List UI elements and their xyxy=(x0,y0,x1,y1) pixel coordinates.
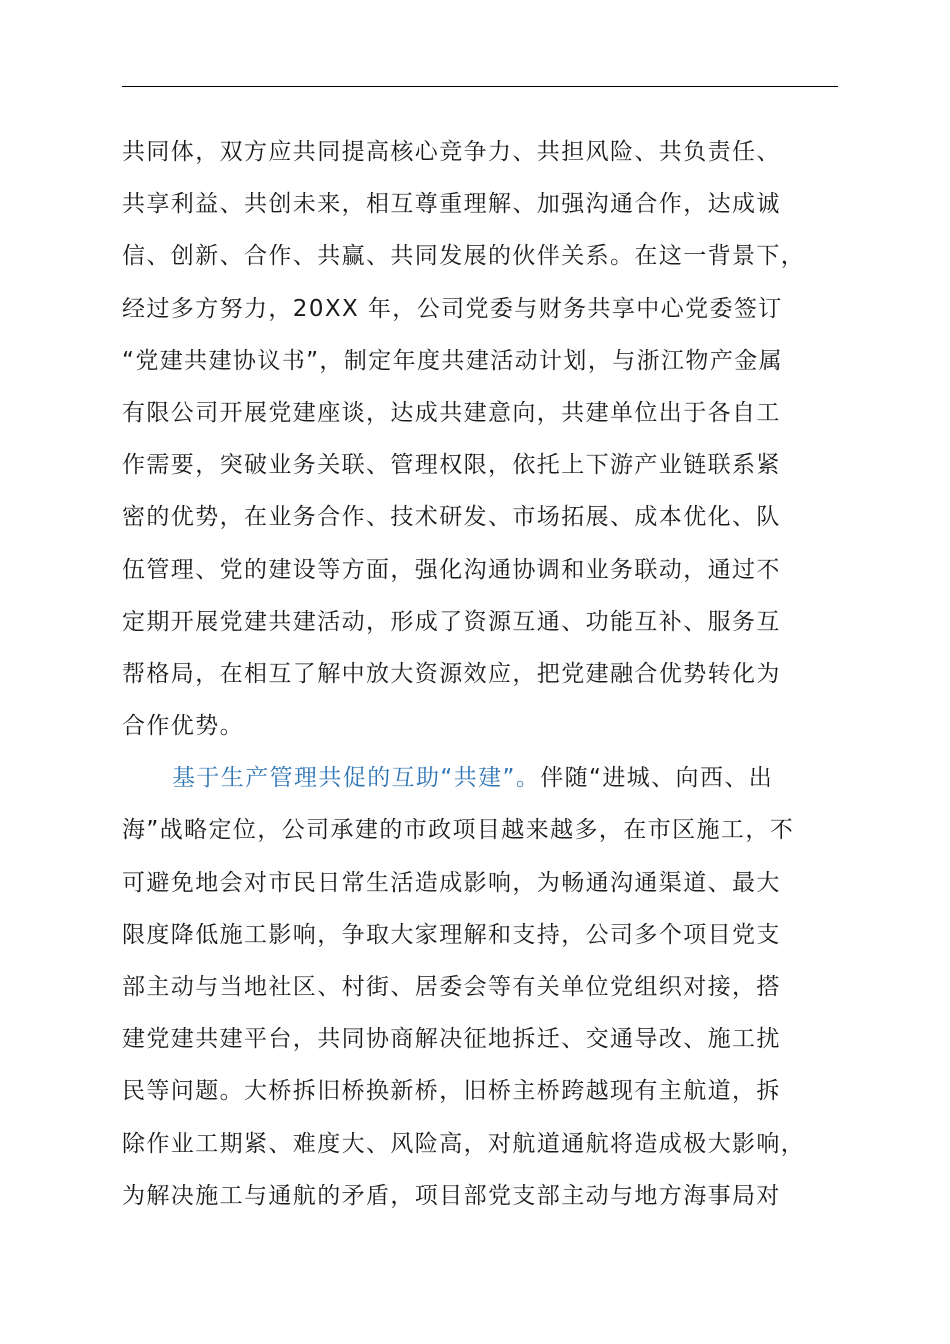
text-line: 民等问题。大桥拆旧桥换新桥，旧桥主桥跨越现有主航道，拆 xyxy=(122,1078,781,1105)
text-line: 经过多方努力，20XX 年，公司党委与财务共享中心党委签订 xyxy=(122,295,783,322)
text-line: “党建共建协议书”，制定年度共建活动计划，与浙江物产金属 xyxy=(122,347,784,374)
text-line: 限度降低施工影响，争取大家理解和支持，公司多个项目党支 xyxy=(122,921,781,948)
paragraph xyxy=(122,126,838,752)
text-line: 部主动与当地社区、村街、居委会等有关单位党组织对接，搭 xyxy=(122,974,781,1000)
text-line xyxy=(122,752,838,804)
text-line: 建党建共建平台，共同协商解决征地拆迁、交通导改、施工扰 xyxy=(122,1026,781,1053)
text-line: 有限公司开展党建座谈，达成共建意向，共建单位出于各自工 xyxy=(122,399,781,426)
text-line: 海”战略定位，公司承建的市政项目越来越多，在市区施工，不 xyxy=(122,817,795,844)
text-run: 伴随“进城、向西、出 xyxy=(540,765,774,792)
text-line: 为解决施工与通航的矛盾，项目部党支部主动与地方海事局对 xyxy=(122,1182,781,1209)
text-line: 信、创新、合作、共赢、共同发展的伙伴关系。在这一背景下， xyxy=(122,243,806,270)
section-heading: 基于生产管理共促的互助“共建”。 xyxy=(172,765,541,792)
text-line: 可避免地会对市民日常生活造成影响，为畅通沟通渠道、最大 xyxy=(122,869,781,896)
text-line: 密的优势，在业务合作、技术研发、市场拓展、成本优化、队 xyxy=(122,504,781,531)
document-body xyxy=(122,126,838,1222)
text-line: 共同体，双方应共同提高核心竞争力、共担风险、共负责任、 xyxy=(122,139,781,165)
text-line: 作需要，突破业务关联、管理权限，依托上下游产业链联系紧 xyxy=(122,452,781,479)
text-line: 帮格局，在相互了解中放大资源效应，把党建融合优势转化为 xyxy=(122,660,781,687)
paragraph xyxy=(122,752,838,1222)
text-line: 定期开展党建共建活动，形成了资源互通、功能互补、服务互 xyxy=(122,608,781,635)
text-line: 共享利益、共创未来，相互尊重理解、加强沟通合作，达成诚 xyxy=(122,191,781,218)
header-rule xyxy=(122,86,838,87)
text-line: 合作优势。 xyxy=(122,713,244,740)
text-line: 伍管理、党的建设等方面，强化沟通协调和业务联动，通过不 xyxy=(122,556,781,583)
text-line: 除作业工期紧、难度大、风险高，对航道通航将造成极大影响， xyxy=(122,1130,806,1157)
